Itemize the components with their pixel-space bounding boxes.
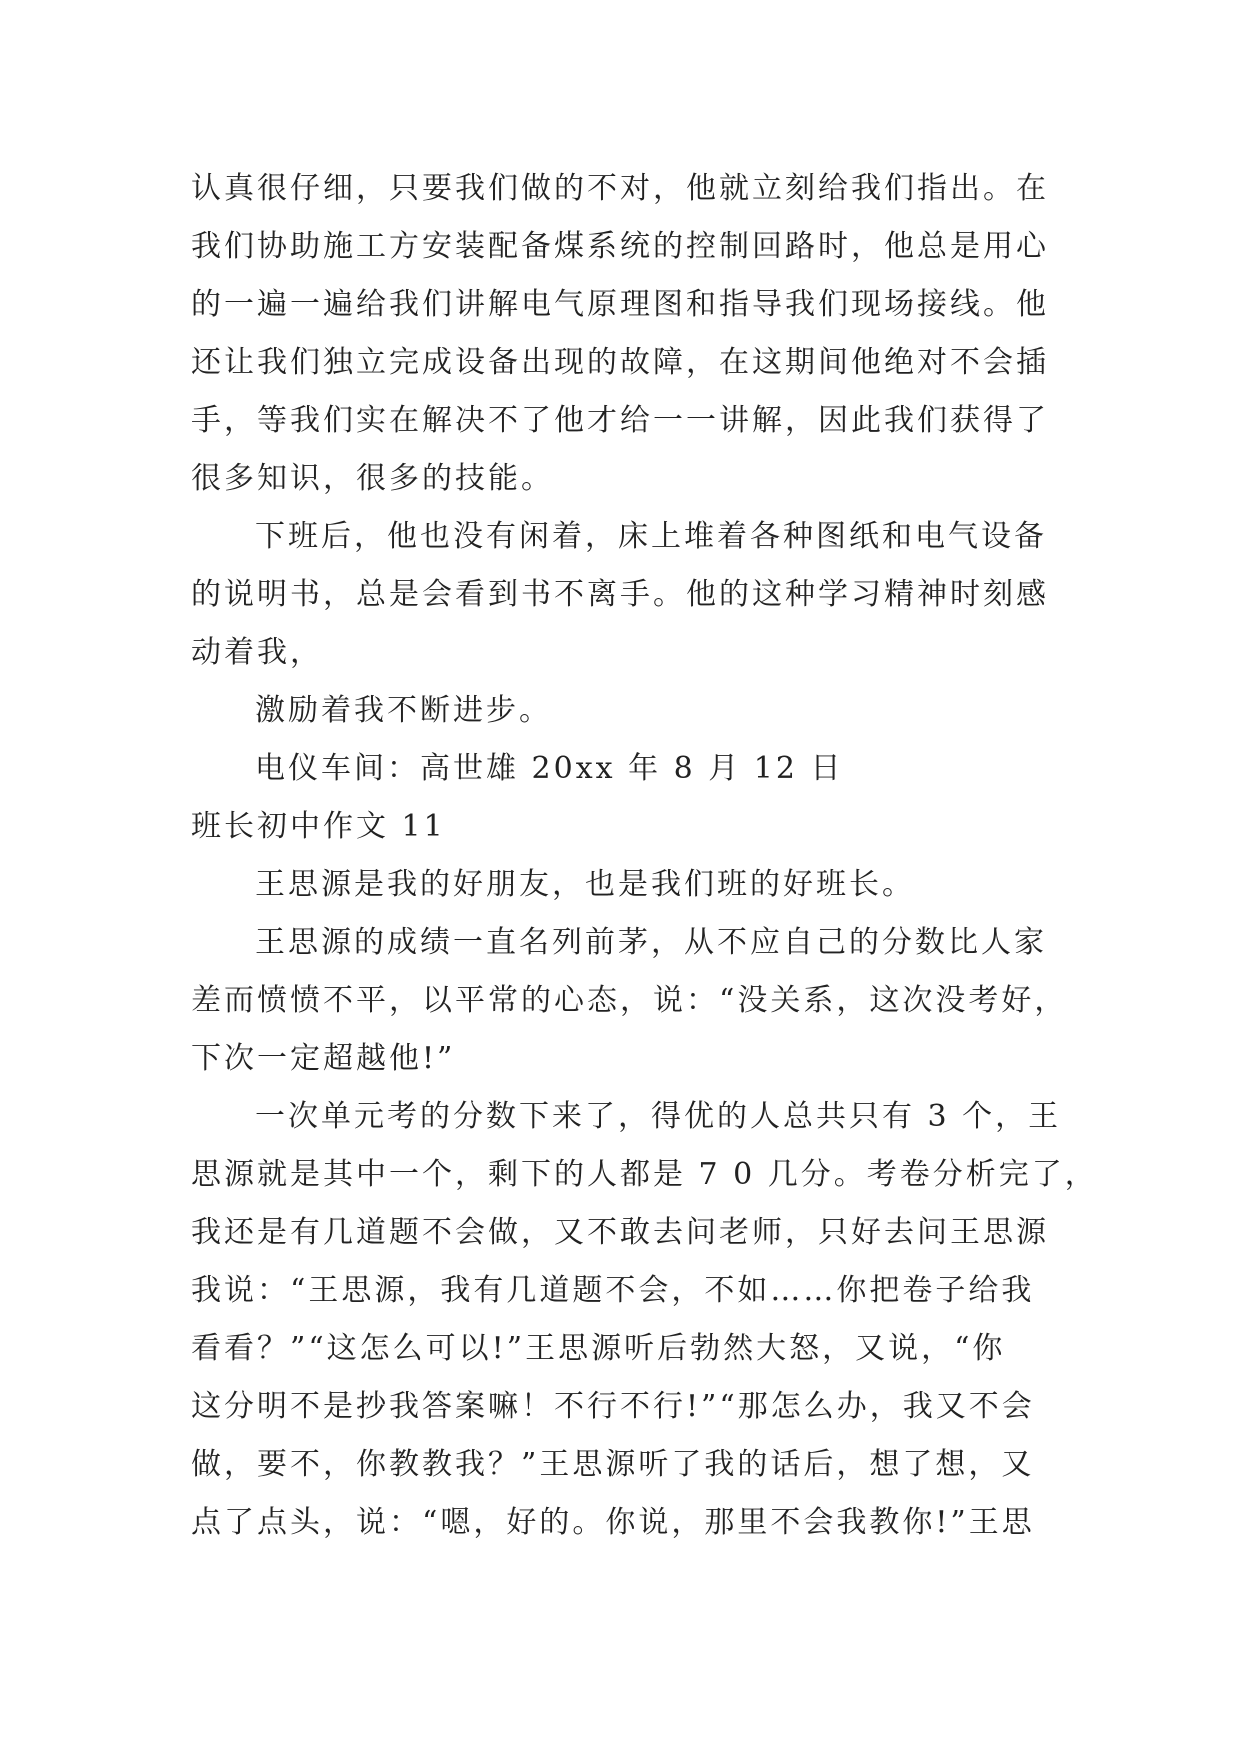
text-line: 王思源是我的好朋友，也是我们班的好班长。 — [255, 867, 915, 902]
document-body — [191, 160, 1098, 1552]
text-line: 很多知识，很多的技能。 — [191, 461, 554, 496]
text-line: 做，要不，你教教我？”王思源听了我的话后，想了想，又 — [191, 1447, 1035, 1482]
text-line: 一次单元考的分数下来了，得优的人总共只有 3 个，王 — [255, 1099, 1062, 1134]
text-line: 认真很仔细，只要我们做的不对，他就立刻给我们指出。在 — [191, 171, 1049, 206]
text-line: 思源就是其中一个，剩下的人都是 7 0 几分。考卷分析完了， — [191, 1157, 1098, 1192]
text-line: 看看？”“这怎么可以!”王思源听后勃然大怒，又说，“你 — [191, 1331, 1006, 1366]
section-heading: 班长初中作文 11 — [191, 809, 446, 844]
text-line: 我还是有几道题不会做，又不敢去问老师，只好去问王思源 — [191, 1215, 1049, 1250]
text-line: 激励着我不断进步。 — [255, 693, 552, 728]
signature-line: 电仪车间：高世雄 20xx 年 8 月 12 日 — [255, 751, 844, 786]
text-line: 王思源的成绩一直名列前茅，从不应自己的分数比人家 — [255, 925, 1047, 960]
text-line: 下班后，他也没有闲着，床上堆着各种图纸和电气设备 — [255, 519, 1047, 554]
text-line: 下次一定超越他!” — [191, 1041, 456, 1076]
text-line: 的一遍一遍给我们讲解电气原理图和指导我们现场接线。他 — [191, 287, 1049, 322]
text-line: 的说明书，总是会看到书不离手。他的这种学习精神时刻感 — [191, 577, 1049, 612]
text-line: 手，等我们实在解决不了他才给一一讲解，因此我们获得了 — [191, 403, 1049, 438]
text-line: 还让我们独立完成设备出现的故障，在这期间他绝对不会插 — [191, 345, 1049, 380]
text-line: 点了点头，说：“嗯，好的。你说，那里不会我教你!”王思 — [191, 1505, 1035, 1540]
text-line: 动着我， — [191, 635, 323, 670]
text-line: 我说：“王思源，我有几道题不会，不如……你把卷子给我 — [191, 1273, 1035, 1308]
text-line: 差而愤愤不平，以平常的心态，说：“没关系，这次没考好， — [191, 983, 1068, 1018]
text-line: 这分明不是抄我答案嘛！不行不行!”“那怎么办，我又不会 — [191, 1389, 1035, 1424]
text-line: 我们协助施工方安装配备煤系统的控制回路时，他总是用心 — [191, 229, 1049, 264]
